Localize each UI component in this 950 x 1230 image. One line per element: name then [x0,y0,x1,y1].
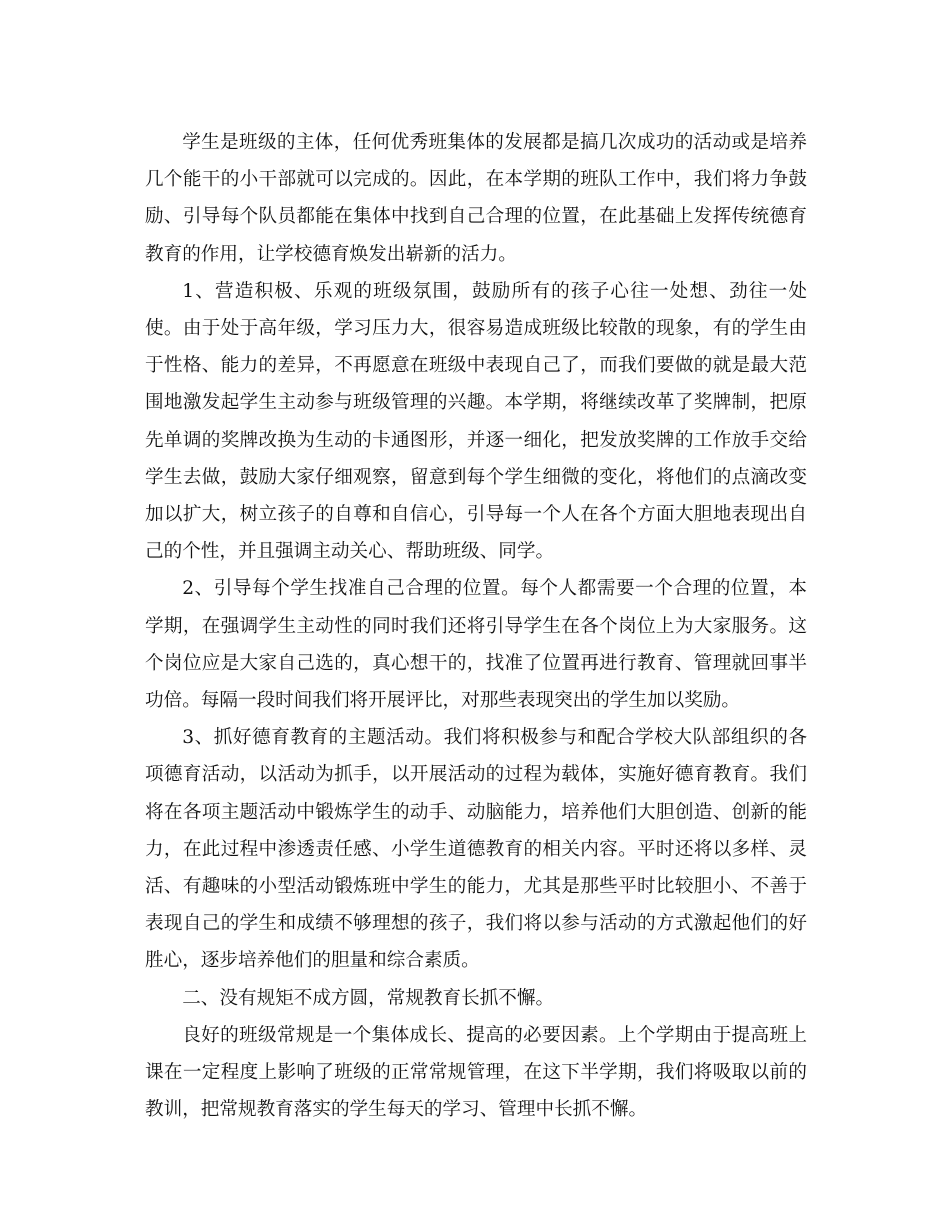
paragraph-item-2: 2、引导每个学生找准自己合理的位置。每个人都需要一个合理的位置，本学期，在强调学生主动性的同时我们还将引导学生在各个岗位上为大家服务。这个岗位应是大家自己选的，真心想干的，找准了位置再进行教育、管理就回事半功倍。每隔一段时间我们将开展评比，对那些表现突出的学生加以奖励。 [145,578,807,712]
section-heading-2: 二、没有规矩不成方圆，常规教育长抓不懈。 [182,987,555,1009]
paragraph-item-1: 1、营造积极、乐观的班级氛围，鼓励所有的孩子心往一处想、劲往一处使。由于处于高年级，学习压力大，很容易造成班级比较散的现象，有的学生由于性格、能力的差异，不再愿意在班级中表现自己了，而我们要做的就是最大范围地激发起学生主动参与班级管理的兴趣。本学期，将继续改革了奖牌制，把原先单调的奖牌改换为生动的卡通图形，并逐一细化，把发放奖牌的工作放手交给学生去做，鼓励大家仔细观察，留意到每个学生细微的变化，将他们的点滴改变加以扩大，树立孩子的自尊和自信心，引导每一个人在各个方面大胆地表现出自己的个性，并且强调主动关心、帮助班级、同学。 [145,280,807,563]
paragraph-section-2: 良好的班级常规是一个集体成长、提高的必要因素。上个学期由于提高班上课在一定程度上影响了班级的正常常规管理，在这下半学期，我们将吸取以前的教训，把常规教育落实的学生每天的学习、管理中长抓不懈。 [145,1024,807,1121]
paragraph-intro: 学生是班级的主体，任何优秀班集体的发展都是搞几次成功的活动或是培养几个能干的小干部就可以完成的。因此，在本学期的班队工作中，我们将力争鼓励、引导每个队员都能在集体中找到自己合理的位置，在此基础上发挥传统德育教育的作用，让学校德育焕发出崭新的活力。 [145,132,807,265]
document-body [145,124,807,1128]
paragraph-item-3: 3、抓好德育教育的主题活动。我们将积极参与和配合学校大队部组织的各项德育活动，以活动为抓手，以开展活动的过程为载体，实施好德育教育。我们将在各项主题活动中锻炼学生的动手、动脑能力，培养他们大胆创造、创新的能力，在此过程中渗透责任感、小学生道德教育的相关内容。平时还将以多样、灵活、有趣味的小型活动锻炼班中学生的能力，尤其是那些平时比较胆小、不善于表现自己的学生和成绩不够理想的孩子，我们将以参与活动的方式激起他们的好胜心，逐步培养他们的胆量和综合素质。 [145,727,807,972]
